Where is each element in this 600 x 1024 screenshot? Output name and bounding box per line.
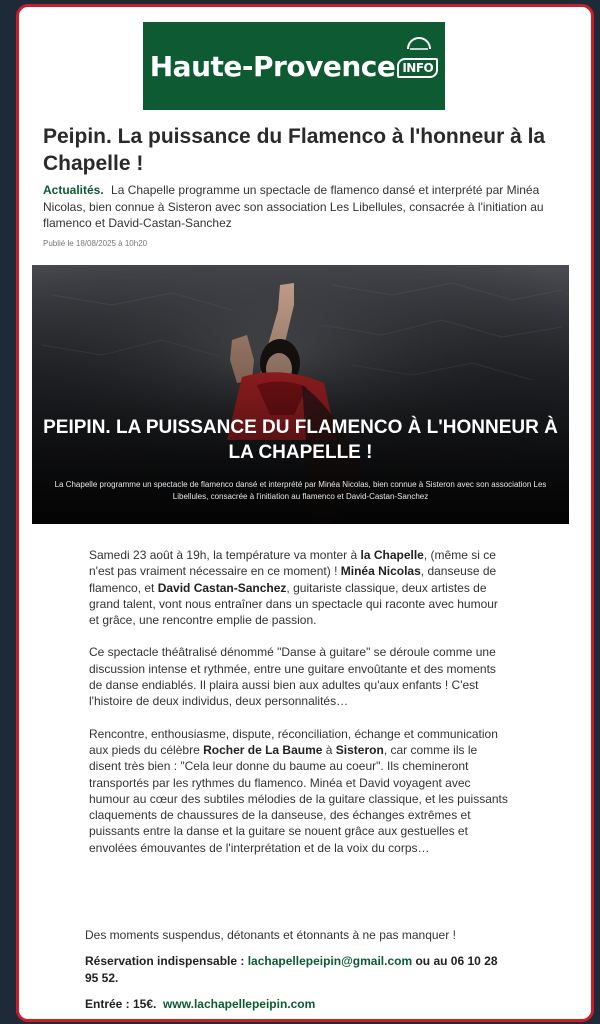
- article-frame: [16, 4, 594, 1022]
- category-link[interactable]: Actualités.: [43, 183, 104, 197]
- logo-wordmark: Haute-Provence: [149, 49, 396, 83]
- guitarist-name: David Castan-Sanchez: [157, 580, 287, 595]
- article-footer: [85, 927, 505, 1022]
- body-paragraph-1: Samedi 23 août à 19h, la température va monter à la Chapelle, (même si ce n'est pas vraiment nécessaire en ce moment) ! Minéa Nicolas, danseuse de flamenco, et David Castan-Sanchez, guitariste classique, deux artistes de grand talent, vont nous entraîner dans un spectacle qui raconte avec humour et grâce, une rencontre emplie de passion.: [89, 548, 498, 628]
- lede-text: La Chapelle programme un spectacle de flamenco dansé et interprété par Minéa Nicolas, bien connue à Sisteron avec son association Les Libellules, consacrée à l'initiation au flamenco et David-Castan-Sanchez: [43, 183, 544, 230]
- rock-highlight: Rocher de La Baume: [203, 742, 323, 757]
- hero-title: PEIPIN. LA PUISSANCE DU FLAMENCO À L'HONNEUR À LA CHAPELLE !: [43, 417, 558, 463]
- venue-highlight: la Chapelle: [360, 548, 424, 562]
- article-title: Peipin. La puissance du Flamenco à l'honneur à la Chapelle !: [43, 125, 546, 175]
- tagline: Des moments suspendus, détonants et étonnants à ne pas manquer !: [85, 928, 456, 942]
- price-info: Entrée : 15€. www.lachapellepeipin.com: [85, 996, 316, 1011]
- town-highlight: Sisteron: [335, 742, 384, 757]
- logo-info-badge: INFO: [397, 58, 438, 78]
- hero-subtitle: La Chapelle programme un spectacle de flamenco dansé et interprété par Minéa Nicolas, bien connue à Sisteron avec son association Les Libellules, consacrée à l'initiation au flamenco et David-Castan-Sanchez: [54, 480, 547, 501]
- article-body: [89, 547, 509, 872]
- dancer-name: Minéa Nicolas: [340, 564, 421, 579]
- site-logo[interactable]: [143, 22, 445, 110]
- article-lede: [43, 182, 563, 232]
- sun-icon: [406, 36, 432, 50]
- publish-date: Publié le 18/08/2025 à 10h20: [43, 239, 148, 248]
- hero-image: [32, 265, 569, 524]
- body-paragraph-2: Ce spectacle théâtralisé dénommé "Danse à guitare" se déroule comme une discussion intense et rythmée, entre une guitare envoûtante et des moments de danse endiablés. Il plaira aussi bien aux adultes qu'aux enfants ! C'est l'histoire de deux individus, deux personnalités…: [89, 645, 496, 709]
- reservation-info: Réservation indispensable : lachapellepeipin@gmail.com ou au 06 10 28 95 52.: [85, 954, 498, 985]
- body-paragraph-3: Rencontre, enthousiasme, dispute, réconciliation, échange et communication aux pieds du célèbre Rocher de La Baume à Sisteron, car comme ils le disent très bien : "Cela leur donne du baume au coeur". Ils chemineront transportés par les rythmes du flamenco. Minéa et David voyagent avec humour au cœur des subtiles mélodies de la guitare classique, et les puissants claquements de chaussures de la danseuse, des échanges extrêmes et puissants entre la danse et la guitare se nouent grâce aux gestuelles et envolées émouvantes de l'interprétation et de la voix du corps…: [89, 726, 508, 855]
- website-link[interactable]: www.lachapellepeipin.com: [163, 996, 316, 1011]
- email-link[interactable]: lachapellepeipin@gmail.com: [247, 954, 413, 969]
